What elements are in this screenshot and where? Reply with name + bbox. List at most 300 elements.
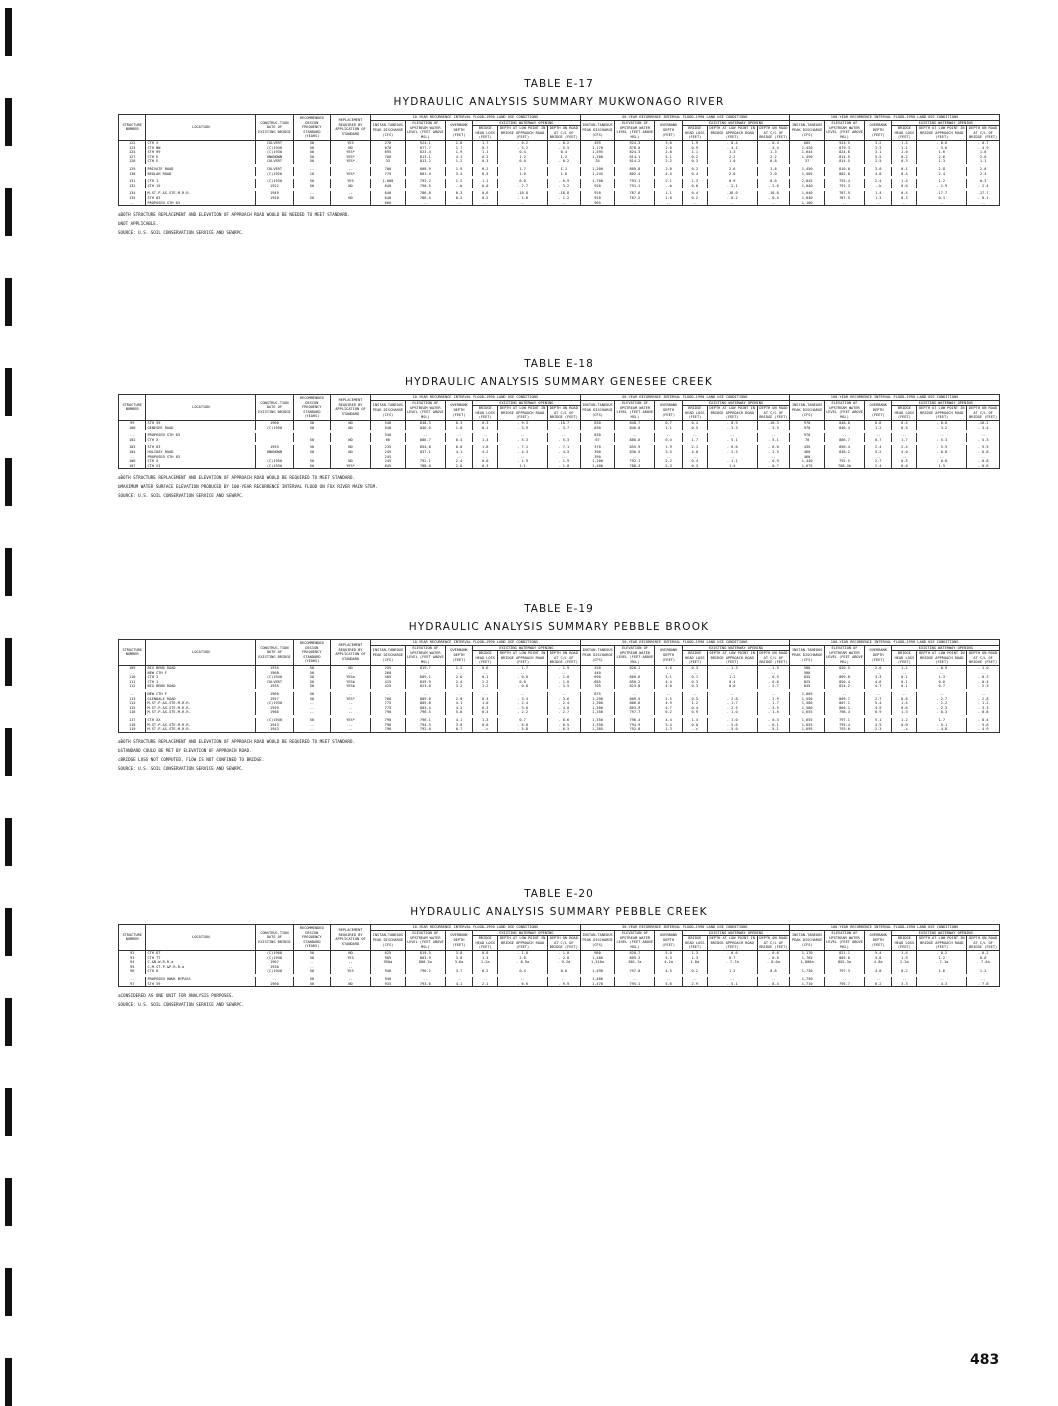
table-cell: 0.1 (473, 675, 498, 680)
table-cell: 50 (293, 464, 330, 469)
table-cell: 0.0 (473, 459, 498, 464)
table-cell: 0.4 (682, 191, 707, 196)
table-cell: 123 (119, 146, 146, 151)
table-cell: - 2.4 (548, 701, 581, 706)
table-cell: - 2.7 (498, 184, 548, 189)
table-cell: 965 (580, 201, 615, 206)
table-cell: 0.3 (445, 191, 472, 196)
table-row (119, 982, 1000, 987)
table-cell: 790.5 (405, 184, 445, 189)
table-cell: 625 (370, 950, 405, 955)
table-cell: - 6.3 (548, 727, 581, 732)
waterway-opening-header: EXISTING WATERWAY OPENING (892, 400, 1000, 406)
table-cell: - 5.6 (967, 723, 1000, 728)
table-cell: 605 (790, 140, 825, 145)
head-loss-header: BRIDGE HEAD LOSS (FEET) (682, 406, 707, 421)
table-cell: - 0.2 (707, 196, 757, 201)
table-cell: 260 (370, 671, 405, 676)
table-cell: STH 83 (146, 445, 256, 450)
table-cell: 1920 (256, 196, 293, 201)
low-point-depth-header: DEPTH AT LOW POINT IN BRIDGE APPROACH ROAD (FEET) (707, 126, 757, 141)
table-cell: 805.8 (825, 956, 865, 961)
head-loss-header: BRIDGE HEAD LOSS (FEET) (473, 126, 498, 141)
table-cell: 117 (119, 718, 146, 723)
table-cell: -- (864, 455, 891, 460)
table-cell: - 1.0 (707, 718, 757, 723)
table-cell: - 4.3 (498, 450, 548, 455)
table-cell: 3.7 (445, 969, 472, 974)
table-cell: 1,695 (790, 727, 825, 732)
table-cell: 4.4 (655, 718, 682, 723)
table-cell: 2.4 (967, 172, 1000, 177)
table-cell: 820.1 (615, 665, 655, 670)
table-cell: 50 (293, 982, 330, 987)
table-cell: - 2.6 (757, 184, 790, 189)
table-cell: - 0.6 (707, 950, 757, 955)
table-cell: 1.6 (655, 665, 682, 670)
table-cell: -- (682, 977, 707, 982)
elevation-header: ELEVATION OF UPSTREAM WATER LEVEL (FEET ABOVE MSL) (406, 931, 444, 949)
table-cell: 1955 (256, 445, 293, 450)
table-cell: 4.1 (445, 155, 472, 160)
table-cell: 1943 (256, 727, 293, 732)
table-cell: 1907 (256, 960, 293, 965)
table-cell: 920 (580, 191, 615, 196)
footnote: SOURCE: U.S. SOIL CONSERVATION SERVICE AND SEWRPC. (118, 765, 245, 771)
footnote: aBOTH STRUCTURE REPLACEMENT AND ELEVATION OF APPROACH ROAD WOULD BE NEEDED TO MEET STANDARD. (118, 212, 350, 218)
table-cell: 50 (293, 459, 330, 464)
table-cell: -- (967, 692, 1000, 697)
table-cell: - 2.2 (498, 710, 548, 715)
head-loss-header: BRIDGE HEAD LOSS (FEET) (892, 651, 917, 666)
table-cell: YES* (331, 159, 371, 164)
table-cell (331, 201, 371, 206)
table-cell: 797.1 (825, 718, 865, 723)
table-cell: 824.2 (825, 684, 865, 689)
table-cell: 0.2 (473, 969, 498, 974)
table-cell: 420 (580, 665, 615, 670)
table-cell: 2.0 (655, 146, 682, 151)
table-cell: - 0.6 (917, 140, 967, 145)
head-loss-header: BRIDGE HEAD LOSS (FEET) (682, 126, 707, 141)
table-cell: - 0.9 (917, 665, 967, 670)
table-cell: BIG BEND ROAD (146, 684, 256, 689)
table-cell: -- (917, 433, 967, 438)
binding-mark (5, 8, 12, 56)
table-cell: 0.3 (682, 665, 707, 670)
table-cell: 1,490 (580, 969, 615, 974)
table-cell: --c (892, 727, 917, 732)
table-cell: - 1.2 (548, 196, 581, 201)
table-cell: - 1.8 (498, 950, 548, 955)
table-cell: 1,450 (790, 155, 825, 160)
table-cell: 0.4 (682, 706, 707, 711)
table-cell: - 2.7 (917, 697, 967, 702)
road-depth-header: DEPTH ON ROAD AT C/L OF BRIDGE (FEET) (967, 406, 1000, 421)
table-cell: 495 (580, 140, 615, 145)
flood-group-header: 50-YEAR RECURRENCE INTERVAL FLOOD—1990 LAND USE CONDITIONS (580, 925, 790, 931)
table-cell: - 1.0 (548, 675, 581, 680)
table-cell: 128 (119, 159, 146, 164)
table-subtitle: HYDRAULIC ANALYSIS SUMMARY GENESEE CREEK (405, 376, 713, 388)
low-point-depth-header: DEPTH AT LOW POINT IN BRIDGE APPROACH ROAD (FEET) (498, 406, 548, 421)
table-cell: 1,710 (790, 982, 825, 987)
table-cell: 0.2 (445, 196, 472, 201)
table-cell: - 4.9 (967, 727, 1000, 732)
table-cell: 0.2 (682, 155, 707, 160)
table-cell: - 2.5 (757, 450, 790, 455)
table-cell: 0.2 (682, 196, 707, 201)
table-cell: 2.4 (864, 464, 891, 469)
table-cell: 6.2 (655, 710, 682, 715)
frequency-header: RECOMMENDED DESIGN FREQUENCY STANDARD (YEARS) (293, 395, 330, 421)
table-cell: 809.6 (615, 675, 655, 680)
head-loss-header: BRIDGE HEAD LOSS (FEET) (892, 936, 917, 951)
table-cell: -- (757, 977, 790, 982)
table-cell: M.ST.P.&S.STE.M.R.R. (146, 727, 256, 732)
binding-mark (5, 188, 12, 236)
table-cell: -- (445, 201, 472, 206)
table-cell: M.ST.P.&S.STE.M.R.R. (146, 710, 256, 715)
waterway-opening-header: EXISTING WATERWAY OPENING (682, 930, 789, 936)
table-cell: 540 (370, 426, 405, 431)
table-cell: (C)1940 (256, 956, 293, 961)
table-cell: NO (331, 450, 371, 455)
table-cell: -- (293, 965, 330, 970)
table-cell: 2.4 (864, 179, 891, 184)
overbank-header: OVERBANK DEPTH (FEET) (864, 930, 891, 950)
table-cell: 787.9 (825, 191, 865, 196)
table-cell: - 0.3 (967, 675, 1000, 680)
road-depth-header: DEPTH ON ROAD AT C/L OF BRIDGE (FEET) (548, 936, 581, 951)
discharge-header: INSTAN-TANEOUS PEAK DISCHARGE (CFS) (790, 930, 825, 950)
table-cell: BEULAH ROAD (146, 172, 256, 177)
table-cell: - 0.6 (548, 718, 581, 723)
table-cell: 97 (119, 982, 146, 987)
table-cell: 940 (370, 977, 405, 982)
table-cell: 905 (370, 956, 405, 961)
table-cell: 4.6 (864, 680, 891, 685)
table-cell: 1.3 (682, 950, 707, 955)
table-cell: 808.9 (405, 167, 445, 172)
table-cell: M.ST.P.&S.STE.M.R.R. (146, 706, 256, 711)
table-cell: -17.7 (917, 191, 967, 196)
table-cell: -- (331, 671, 371, 676)
table-cell: NO (331, 665, 371, 670)
table-cell: 0.4 (548, 150, 581, 155)
table-cell: PROPOSED HWUK BYPASS (146, 977, 256, 982)
table-cell: 830 (580, 420, 615, 425)
table-cell: 856.4 (825, 445, 865, 450)
table-cell: NO (331, 184, 371, 189)
table-cell: 1,595 (580, 150, 615, 155)
table-cell: CULVERT (256, 167, 293, 172)
table-cell: -- (615, 433, 655, 438)
table-cell: -- (967, 977, 1000, 982)
table-cell: 1.1 (498, 464, 548, 469)
table-cell: -- (615, 201, 655, 206)
table-cell: 1.1 (548, 167, 581, 172)
table-cell: -- (892, 201, 917, 206)
table-cell: 0.3 (682, 684, 707, 689)
table-cell: - 5.5 (548, 146, 581, 151)
table-cell: 797.3 (825, 969, 865, 974)
waterway-opening-header: EXISTING WATERWAY OPENING (473, 645, 580, 651)
table-cell: 796.2 (405, 969, 445, 974)
table-cell: 1957 (256, 697, 293, 702)
table-cell: 0.0 (473, 184, 498, 189)
table-cell: 802.4 (615, 172, 655, 177)
elevation-header: ELEVATION OF UPSTREAM WATER LEVEL (FEET ABOVE MSL) (406, 401, 444, 419)
low-point-depth-header: DEPTH AT LOW POINT IN BRIDGE APPROACH ROAD (FEET) (498, 126, 548, 141)
table-cell: 0.2 (473, 196, 498, 201)
discharge-header: INSTAN-TANEOUS PEAK DISCHARGE (CFS) (370, 645, 405, 665)
table-cell: 0.2 (682, 969, 707, 974)
flood-group-header: 50-YEAR RECURRENCE INTERVAL FLOOD—1990 LAND USE CONDITIONS (580, 395, 790, 401)
table-cell: - 1.0 (498, 196, 548, 201)
table-cell: 1.3 (707, 150, 757, 155)
table-cell: 670 (370, 146, 405, 151)
binding-mark (5, 368, 12, 416)
table-cell: - 0.4 (757, 196, 790, 201)
table-cell: - 8.9a (498, 960, 548, 965)
table-cell: 4.2 (445, 706, 472, 711)
table-cell: 3.5 (655, 450, 682, 455)
table-cell: 2.2 (655, 159, 682, 164)
table-cell: - 8.8 (917, 420, 967, 425)
table-cell: 4.7 (655, 706, 682, 711)
table-cell: -- (293, 723, 330, 728)
table-cell: 1.7 (473, 140, 498, 145)
table-cell: 775 (370, 701, 405, 706)
table-cell: - 1.9 (548, 459, 581, 464)
table-cell: - 2.5 (707, 706, 757, 711)
elevation-header: ELEVATION OF UPSTREAM WATER LEVEL (FEET ABOVE MSL) (616, 646, 654, 664)
table-cell: 50 (293, 977, 330, 982)
table-cell: 2,045 (790, 179, 825, 184)
table-notes (118, 737, 1000, 773)
table-cell: 134 (119, 191, 146, 196)
road-depth-header: DEPTH ON ROAD AT C/L OF BRIDGE (FEET) (548, 651, 581, 666)
table-cell: 0.6 (917, 680, 967, 685)
footnote: aBOTH STRUCTURE REPLACEMENT AND ELEVATION OF APPROACH ROAD WOULD BE REQUIRED TO MEET STANDARD. (118, 475, 355, 481)
table-cell: 810.0 (825, 167, 865, 172)
table-cell: 1960 (256, 710, 293, 715)
table-cell: -- (864, 692, 891, 697)
table-cell: 1.4 (892, 701, 917, 706)
table-cell: 1.6 (917, 969, 967, 974)
head-loss-header: BRIDGE HEAD LOSS (FEET) (473, 406, 498, 421)
table-cell: YES (331, 140, 371, 145)
table-cell: 1.2 (445, 665, 472, 670)
table-cell: 500 (790, 671, 825, 676)
table-cell: - 1.0 (707, 710, 757, 715)
table-cell: 50 (293, 684, 330, 689)
overbank-header: OVERBANK DEPTH (FEET) (445, 645, 472, 665)
table-cell: 2.2 (655, 459, 682, 464)
table-cell: -- (682, 433, 707, 438)
table-cell: -- (405, 433, 445, 438)
structure-header: STRUCTURE NUMBER (119, 115, 146, 141)
table-cell: 814.5 (825, 155, 865, 160)
table-cell: - 6.0 (757, 445, 790, 450)
low-point-depth-header: DEPTH AT LOW POINT IN BRIDGE APPROACH ROAD (FEET) (707, 936, 757, 951)
table-cell: - 6.6 (498, 982, 548, 987)
table-cell: 1,800a (790, 960, 825, 965)
table-cell: 835 (790, 675, 825, 680)
table-cell: -- (917, 201, 967, 206)
table-cell: - 3.5 (757, 426, 790, 431)
table-cell: -- (331, 167, 371, 172)
table-cell: 4.9 (655, 701, 682, 706)
table-cell: 50 (293, 196, 330, 201)
table-cell: CTH I (146, 179, 256, 184)
table-cell: -- (655, 692, 682, 697)
table-cell: 1,290 (580, 697, 615, 702)
table-cell: 1.9 (445, 150, 472, 155)
table-cell: CTH X (146, 459, 256, 464)
overbank-header: OVERBANK DEPTH (FEET) (655, 120, 682, 140)
table-cell: 2.4 (445, 459, 472, 464)
location-header: LOCATION (146, 925, 256, 951)
table-cell: -- (331, 710, 371, 715)
page-number: 483 (970, 1352, 1000, 1368)
table-cell: - 7.4a (967, 960, 1000, 965)
table-cell: -- (707, 201, 757, 206)
table-e20 (118, 888, 1000, 1009)
table-cell: 0.5 (892, 426, 917, 431)
table-cell: 50 (293, 179, 330, 184)
table-cell: 2.6 (707, 167, 757, 172)
table-cell: 129 (119, 167, 146, 172)
table-cell: -- (405, 977, 445, 982)
table-cell: 1960 (256, 420, 293, 425)
table-cell: 4.1 (445, 982, 472, 987)
table-cell: 1,480 (580, 956, 615, 961)
table-cell: 796.1 (405, 718, 445, 723)
table-cell: 792.2 (405, 179, 445, 184)
table-cell: 460 (790, 450, 825, 455)
table-cell: 797.0 (615, 969, 655, 974)
table-cell: NO (331, 426, 371, 431)
table-cell: 1,350 (580, 718, 615, 723)
table-cell: 700 (370, 155, 405, 160)
flood-group-header: 10-YEAR RECURRENCE INTERVAL FLOOD—1990 LAND USE CONDITIONS (370, 640, 580, 646)
table-cell: 848.7 (615, 420, 655, 425)
discharge-header: INSTAN-TANEOUS PEAK DISCHARGE (CFS) (580, 400, 615, 420)
table-cell: 830 (580, 433, 615, 438)
table-cell: 4.7 (864, 684, 891, 689)
hydraulic-summary-table (118, 114, 1000, 206)
table-notes (118, 991, 1000, 1009)
table-cell: 2.2 (707, 155, 757, 160)
table-cell: 0.7 (864, 438, 891, 443)
table-cell: - 4.8 (917, 727, 967, 732)
overbank-header: OVERBANK DEPTH (FEET) (655, 645, 682, 665)
road-depth-header: DEPTH ON ROAD AT C/L OF BRIDGE (FEET) (967, 936, 1000, 951)
table-cell: 104 (119, 450, 146, 455)
table-cell: 50 (293, 420, 330, 425)
table-cell: STH 59 (146, 420, 256, 425)
table-title: TABLE E-19 (524, 603, 594, 615)
table-cell: 1.2 (498, 155, 548, 160)
table-cell: 3.2 (445, 684, 472, 689)
frequency-header: RECOMMENDED DESIGN FREQUENCY STANDARD (YEARS) (293, 115, 330, 141)
table-cell: 1,200 (580, 167, 615, 172)
table-cell: M.ST.P.&S.STE.M.R.R. (146, 191, 256, 196)
table-cell: 1.6 (967, 150, 1000, 155)
table-cell: 1.0 (445, 426, 472, 431)
table-cell: - 3.4 (967, 426, 1000, 431)
table-cell: 1,450 (790, 167, 825, 172)
footnote: SOURCE: U.S. SOIL CONSERVATION SERVICE AND SEWRPC. (118, 493, 245, 499)
table-cell: 850.2 (615, 680, 655, 685)
table-cell: 115 (119, 706, 146, 711)
table-cell: -- (682, 692, 707, 697)
table-cell: 1.2 (548, 155, 581, 160)
table-cell: -- (119, 977, 146, 982)
table-cell: 924.1 (405, 140, 445, 145)
table-cell: 0.3 (892, 196, 917, 201)
table-cell: (C)1960 (256, 950, 293, 955)
table-cell: 4.2a (655, 960, 682, 965)
table-cell: - 0.2 (967, 950, 1000, 955)
elevation-header: ELEVATION OF UPSTREAM WATER LEVEL (FEET ABOVE MSL) (826, 121, 863, 139)
structure-header: STRUCTURE NUMBER (119, 925, 146, 951)
binding-mark (5, 98, 12, 146)
discharge-header: INSTAN-TANEOUS PEAK DISCHARGE (CFS) (790, 400, 825, 420)
table-cell: 2.6 (917, 155, 967, 160)
table-cell: (C)1930 (256, 464, 293, 469)
structure-header: STRUCTURE NUMBER (119, 640, 146, 666)
table-cell: 2.2 (473, 680, 498, 685)
table-cell: - 5.1 (707, 982, 757, 987)
table-cell: 790 (370, 718, 405, 723)
table-cell: - 0.9 (548, 179, 581, 184)
table-cell: CTH TT (146, 956, 256, 961)
table-cell: - 3.9 (498, 426, 548, 431)
table-cell: 5.5 (864, 155, 891, 160)
table-cell: 2.8 (445, 140, 472, 145)
table-cell: 809.8 (825, 675, 865, 680)
table-cell: - 6.1 (757, 723, 790, 728)
table-cell: 4.0 (892, 450, 917, 455)
table-cell: -- (331, 692, 371, 697)
table-cell: 705 (580, 684, 615, 689)
table-cell: --b (864, 184, 891, 189)
table-cell: CTH E (146, 155, 256, 160)
table-cell: -- (864, 671, 891, 676)
table-cell: 1.1 (655, 191, 682, 196)
table-cell: 849.9 (405, 680, 445, 685)
table-cell: 2.0 (967, 167, 1000, 172)
table-cell: 1,040 (790, 196, 825, 201)
table-cell: -- (405, 671, 445, 676)
table-cell: 0.2 (892, 969, 917, 974)
table-cell: - 3.6 (917, 146, 967, 151)
table-cell: -- (473, 201, 498, 206)
table-cell: - 5.3 (498, 438, 548, 443)
table-cell: -- (498, 692, 548, 697)
table-cell: 791.1 (615, 184, 655, 189)
table-cell: 2.6 (445, 675, 472, 680)
table-cell: - 0.8 (917, 459, 967, 464)
table-cell: -- (825, 977, 865, 982)
table-cell: 792.5 (825, 459, 865, 464)
table-cell: 50 (293, 426, 330, 431)
table-cell: C.&N.W.R.R.a (146, 960, 256, 965)
table-cell: 0.0 (757, 179, 790, 184)
